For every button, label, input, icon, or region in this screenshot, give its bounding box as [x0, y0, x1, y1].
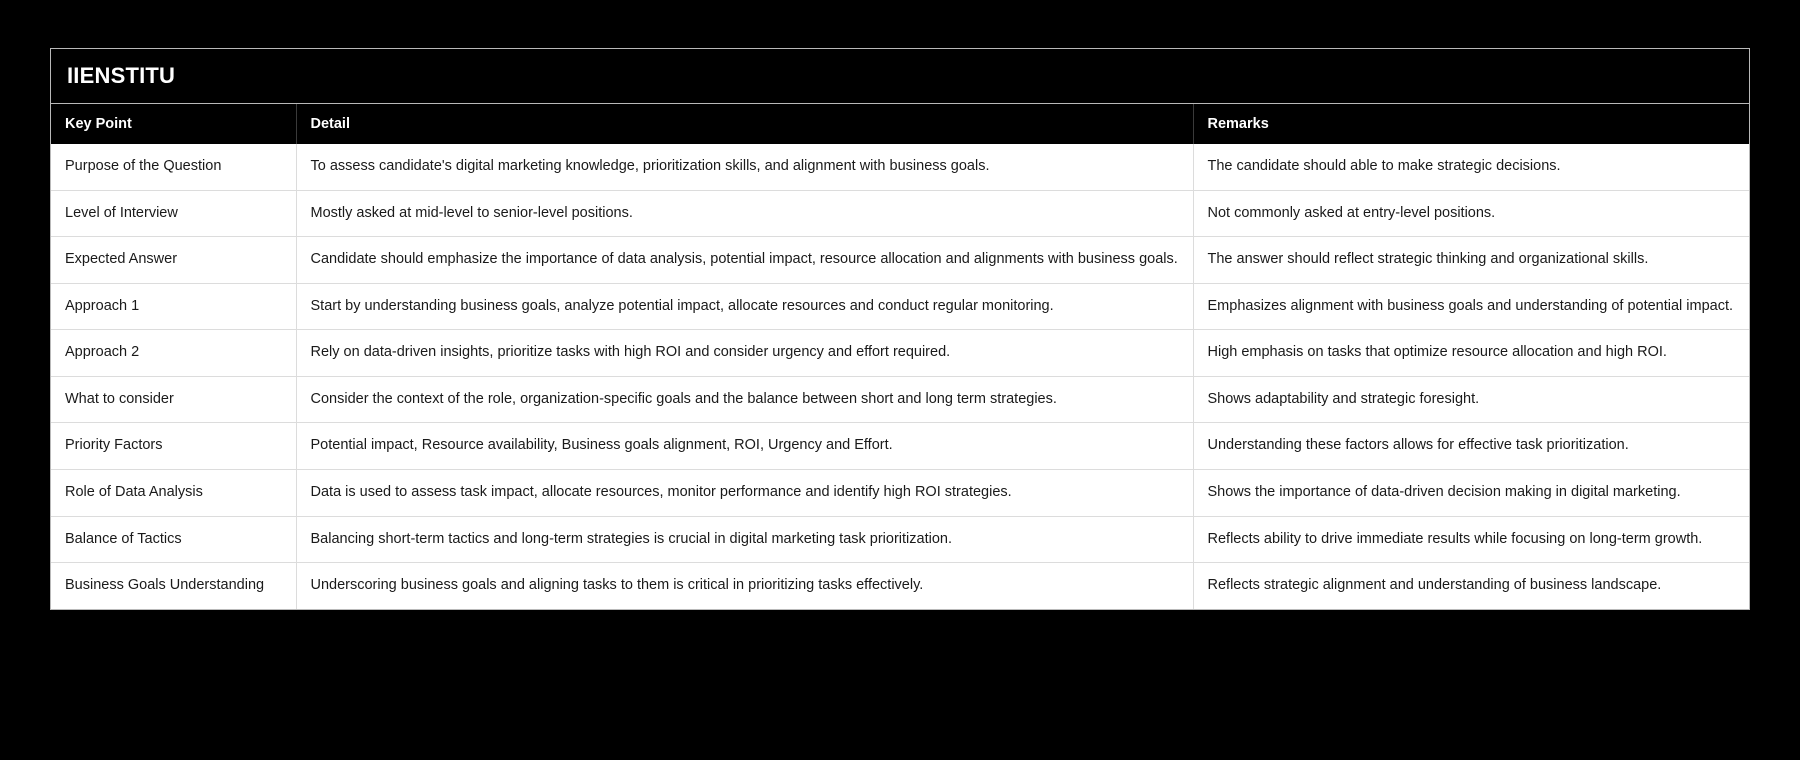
content-card	[50, 48, 1750, 610]
column-header-key-point: Key Point	[51, 104, 296, 144]
cell-remarks: The candidate should able to make strategic decisions.	[1193, 144, 1749, 190]
cell-remarks: Shows the importance of data-driven decision making in digital marketing.	[1193, 469, 1749, 516]
cell-key-point: Balance of Tactics	[51, 516, 296, 563]
cell-remarks: Shows adaptability and strategic foresight.	[1193, 376, 1749, 423]
cell-remarks: High emphasis on tasks that optimize resource allocation and high ROI.	[1193, 330, 1749, 377]
table-row	[51, 237, 1749, 284]
table-body	[51, 144, 1749, 609]
cell-key-point: Approach 2	[51, 330, 296, 377]
column-header-remarks: Remarks	[1193, 104, 1749, 144]
cell-detail: Mostly asked at mid-level to senior-level positions.	[296, 190, 1193, 237]
table-row	[51, 330, 1749, 377]
cell-key-point: What to consider	[51, 376, 296, 423]
cell-key-point: Business Goals Understanding	[51, 563, 296, 609]
cell-key-point: Purpose of the Question	[51, 144, 296, 190]
table-row	[51, 283, 1749, 330]
cell-key-point: Priority Factors	[51, 423, 296, 470]
table-row	[51, 516, 1749, 563]
cell-remarks: The answer should reflect strategic thinking and organizational skills.	[1193, 237, 1749, 284]
cell-remarks: Understanding these factors allows for effective task prioritization.	[1193, 423, 1749, 470]
cell-key-point: Approach 1	[51, 283, 296, 330]
cell-detail: Potential impact, Resource availability, Business goals alignment, ROI, Urgency and Effort.	[296, 423, 1193, 470]
cell-detail: Start by understanding business goals, analyze potential impact, allocate resources and conduct regular monitoring.	[296, 283, 1193, 330]
cell-detail: Candidate should emphasize the importance of data analysis, potential impact, resource allocation and alignments with business goals.	[296, 237, 1193, 284]
table-row	[51, 376, 1749, 423]
brand-title: IIENSTITU	[67, 63, 176, 88]
cell-remarks: Emphasizes alignment with business goals and understanding of potential impact.	[1193, 283, 1749, 330]
cell-detail: Rely on data-driven insights, prioritize tasks with high ROI and consider urgency and effort required.	[296, 330, 1193, 377]
cell-remarks: Reflects ability to drive immediate results while focusing on long-term growth.	[1193, 516, 1749, 563]
column-header-detail: Detail	[296, 104, 1193, 144]
key-points-table	[51, 104, 1749, 609]
cell-detail: Consider the context of the role, organization-specific goals and the balance between short and long term strategies.	[296, 376, 1193, 423]
cell-detail: To assess candidate's digital marketing knowledge, prioritization skills, and alignment with business goals.	[296, 144, 1193, 190]
table-row	[51, 563, 1749, 609]
cell-detail: Underscoring business goals and aligning tasks to them is critical in prioritizing tasks effectively.	[296, 563, 1193, 609]
table-row	[51, 144, 1749, 190]
cell-detail: Data is used to assess task impact, allocate resources, monitor performance and identify high ROI strategies.	[296, 469, 1193, 516]
cell-remarks: Not commonly asked at entry-level positions.	[1193, 190, 1749, 237]
table-row	[51, 423, 1749, 470]
cell-detail: Balancing short-term tactics and long-term strategies is crucial in digital marketing task prioritization.	[296, 516, 1193, 563]
table-row	[51, 190, 1749, 237]
table-header	[51, 104, 1749, 144]
cell-key-point: Expected Answer	[51, 237, 296, 284]
brand-header	[51, 49, 1749, 104]
table-header-row	[51, 104, 1749, 144]
cell-remarks: Reflects strategic alignment and understanding of business landscape.	[1193, 563, 1749, 609]
table-row	[51, 469, 1749, 516]
cell-key-point: Role of Data Analysis	[51, 469, 296, 516]
cell-key-point: Level of Interview	[51, 190, 296, 237]
